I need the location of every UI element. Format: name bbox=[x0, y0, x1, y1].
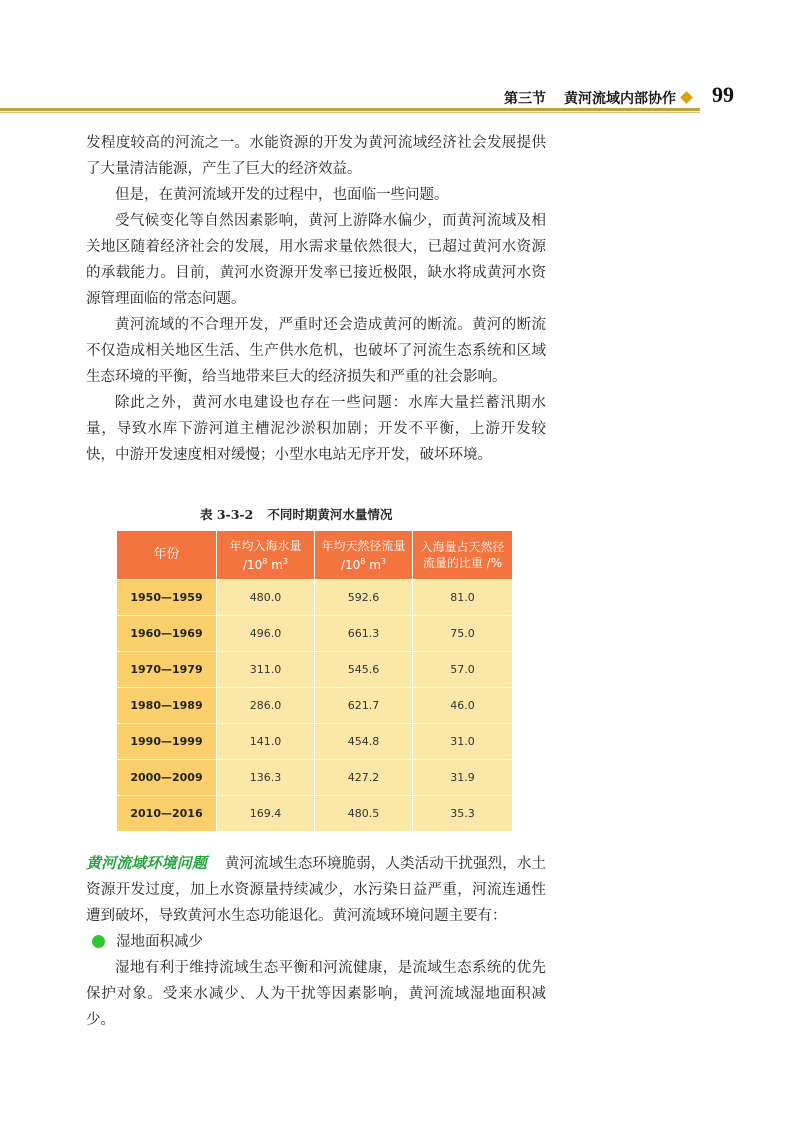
header-ratio-line2: 流量的比重 /% bbox=[422, 556, 503, 570]
wetland-paragraph: 湿地有利于维持流域生态平衡和河流健康，是流域生态系统的优先保护对象。受来水减少、人为干扰等因素影响，黄河流域湿地面积减少。 bbox=[86, 960, 546, 1028]
ratio-cell: 81.0 bbox=[413, 580, 513, 616]
inflow-cell: 311.0 bbox=[217, 652, 315, 688]
year-cell: 1990—1999 bbox=[117, 724, 217, 760]
year-cell: 1950—1959 bbox=[117, 580, 217, 616]
ratio-cell: 31.0 bbox=[413, 724, 513, 760]
running-head bbox=[504, 88, 676, 108]
table-row bbox=[117, 580, 513, 616]
header-natural-main: 年均天然径流量 bbox=[321, 538, 406, 553]
body-paragraphs bbox=[86, 130, 546, 468]
table-header-row bbox=[117, 531, 513, 580]
header-rule bbox=[0, 108, 700, 111]
inflow-cell: 480.0 bbox=[217, 580, 315, 616]
water-volume-table bbox=[116, 530, 513, 832]
year-cell: 1970—1979 bbox=[117, 652, 217, 688]
year-cell: 1960—1969 bbox=[117, 616, 217, 652]
paragraph-4: 黄河流域的不合理开发，严重时还会造成黄河的断流。黄河的断流不仅造成相关地区生活、生产供水危机，也破坏了河流生态系统和区域生态环境的平衡，给当地带来巨大的经济损失和严重的社会影响。 bbox=[86, 317, 546, 385]
ratio-cell: 57.0 bbox=[413, 652, 513, 688]
ratio-cell: 75.0 bbox=[413, 616, 513, 652]
table-row bbox=[117, 652, 513, 688]
paragraph-3: 受气候变化等自然因素影响，黄河上游降水偏少，而黄河流域及相关地区随着经济社会的发展，用水需求量依然很大，已超过黄河水资源的承载能力。目前，黄河水资源开发率已接近极限，缺水将成黄河水资源管理面临的常态问题。 bbox=[86, 213, 546, 307]
natural-cell: 661.3 bbox=[315, 616, 413, 652]
table-row bbox=[117, 796, 513, 832]
paragraph-2: 但是，在黄河流域开发的过程中，也面临一些问题。 bbox=[115, 187, 449, 203]
page-header bbox=[0, 0, 800, 120]
natural-cell: 454.8 bbox=[315, 724, 413, 760]
inflow-cell: 136.3 bbox=[217, 760, 315, 796]
diamond-icon bbox=[680, 91, 693, 104]
year-cell: 2000—2009 bbox=[117, 760, 217, 796]
natural-cell: 427.2 bbox=[315, 760, 413, 796]
header-ratio bbox=[413, 531, 513, 580]
running-head-title: 黄河流域内部协作 bbox=[564, 91, 676, 107]
header-inflow-unit: $/10^8$ $m^3$ bbox=[242, 556, 288, 572]
environment-section bbox=[86, 850, 546, 1033]
header-rule-thin bbox=[0, 112, 700, 113]
page-number: 99 bbox=[712, 82, 734, 107]
header-natural bbox=[315, 531, 413, 580]
paragraph-1: 发程度较高的河流之一。水能资源的开发为黄河流域经济社会发展提供了大量清洁能源，产生了巨大的经济效益。 bbox=[86, 135, 546, 177]
natural-cell: 480.5 bbox=[315, 796, 413, 832]
header-natural-unit: $/10^8$ $m^3$ bbox=[340, 556, 386, 572]
ratio-cell: 35.3 bbox=[413, 796, 513, 832]
table-title: 不同时期黄河水量情况 bbox=[267, 507, 393, 522]
table-number: 表 3-3-2 bbox=[200, 507, 254, 522]
ratio-cell: 46.0 bbox=[413, 688, 513, 724]
inflow-cell: 496.0 bbox=[217, 616, 315, 652]
natural-cell: 545.6 bbox=[315, 652, 413, 688]
inflow-cell: 286.0 bbox=[217, 688, 315, 724]
year-cell: 2010—2016 bbox=[117, 796, 217, 832]
green-dot-icon bbox=[92, 935, 105, 948]
year-cell: 1980—1989 bbox=[117, 688, 217, 724]
header-ratio-line1: 入海量占天然径 bbox=[420, 540, 505, 554]
table-row bbox=[117, 688, 513, 724]
running-head-section: 第三节 bbox=[504, 91, 546, 107]
bullet-item bbox=[86, 929, 546, 955]
table-row bbox=[117, 760, 513, 796]
section-title: 黄河流域环境问题 bbox=[86, 854, 207, 872]
environment-intro bbox=[86, 850, 546, 929]
natural-cell: 621.7 bbox=[315, 688, 413, 724]
table-row bbox=[117, 724, 513, 760]
header-inflow bbox=[217, 531, 315, 580]
paragraph-5: 除此之外，黄河水电建设也存在一些问题：水库大量拦蓄汛期水量，导致水库下游河道主槽泥沙淤积加剧；开发不平衡，上游开发较快，中游开发速度相对缓慢；小型水电站无序开发，破坏环境。 bbox=[86, 395, 546, 463]
inflow-cell: 169.4 bbox=[217, 796, 315, 832]
table-caption bbox=[200, 505, 392, 523]
environment-intro-text: 黄河流域生态环境脆弱，人类活动干扰强烈，水土资源开发过度，加上水资源量持续减少，水污染日益严重，河流连通性遭到破坏，导致黄河水生态功能退化。黄河流域环境问题主要有： bbox=[86, 856, 546, 924]
natural-cell: 592.6 bbox=[315, 580, 413, 616]
inflow-cell: 141.0 bbox=[217, 724, 315, 760]
header-inflow-main: 年均入海水量 bbox=[229, 538, 302, 553]
table-row bbox=[117, 616, 513, 652]
bullet-label: 湿地面积减少 bbox=[116, 934, 203, 950]
header-year: 年份 bbox=[117, 531, 217, 580]
ratio-cell: 31.9 bbox=[413, 760, 513, 796]
